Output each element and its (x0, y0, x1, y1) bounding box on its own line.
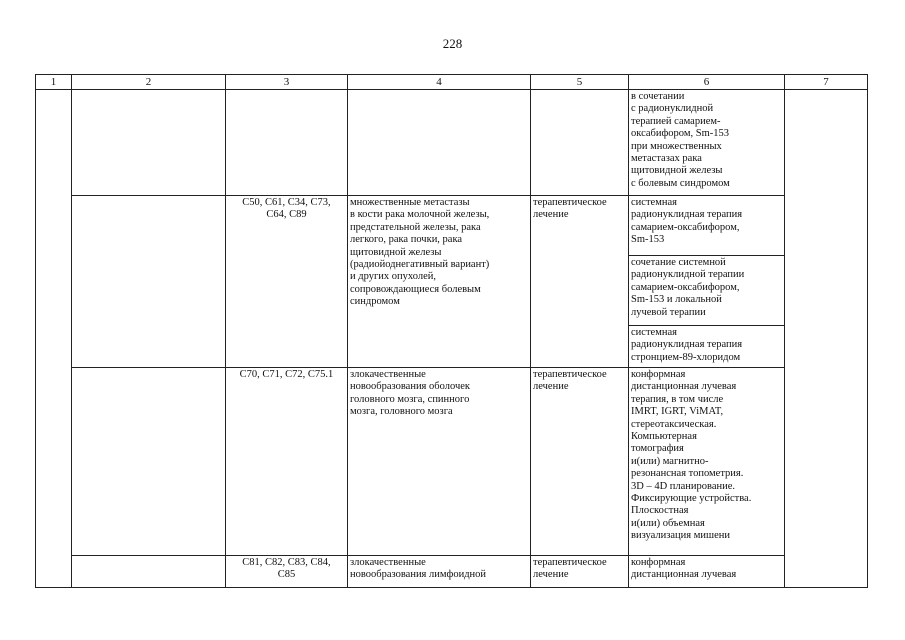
cell-condition: злокачественные новообразования оболочек головного мозга, спинного мозга, головного мозга (348, 368, 531, 556)
column-header-6: 6 (629, 75, 785, 90)
cell-condition: множественные метастазы в кости рака молочной железы, предстательной железы, рака легкого, рака почки, рака щитовидной железы (радиойоднегативный вариант) и других опухолей, сопровождающиеся болевым синдромом (348, 196, 531, 368)
page-number: 228 (442, 36, 463, 51)
column-header-5: 5 (531, 75, 629, 90)
cell-method: сочетание системной радионуклидной терапии самарием-оксабифором, Sm-153 и локальной лучевой терапии (629, 256, 785, 326)
cell-col1 (36, 90, 72, 588)
medical-care-table (35, 74, 868, 588)
cell-method: в сочетании с радионуклидной терапией самарием- оксабифором, Sm-153 при множественных метастазах рака щитовидной железы с болевым синдромом (629, 90, 785, 196)
cell-col2 (72, 196, 226, 368)
cell-col2 (72, 368, 226, 556)
table-row (36, 556, 868, 588)
cell-condition: злокачественные новообразования лимфоидной (348, 556, 531, 588)
cell-treatment-type: терапевтическое лечение (531, 556, 629, 588)
table-row (36, 90, 868, 196)
cell-treatment-type: терапевтическое лечение (531, 196, 629, 368)
cell-method: конформная дистанционная лучевая терапия, в том числе IMRT, IGRT, ViMAT, стереотаксическая. Компьютерная томография и(или) магнитно- резонансная топометрия. 3D – 4D планирование. Фиксирующие устройства. Плоскостная и(или) объемная визуализация мишени (629, 368, 785, 556)
cell-codes (226, 90, 348, 196)
column-number-row (36, 75, 868, 90)
column-header-1: 1 (36, 75, 72, 90)
cell-method: конформная дистанционная лучевая (629, 556, 785, 588)
cell-col7 (785, 90, 868, 588)
cell-codes: C81, C82, C83, C84, C85 (226, 556, 348, 588)
table-row (36, 196, 868, 256)
cell-codes: C50, C61, C34, C73, C64, C89 (226, 196, 348, 368)
cell-treatment-type: терапевтическое лечение (531, 368, 629, 556)
column-header-7: 7 (785, 75, 868, 90)
column-header-3: 3 (226, 75, 348, 90)
table-row (36, 368, 868, 556)
column-header-2: 2 (72, 75, 226, 90)
cell-treatment-type (531, 90, 629, 196)
cell-condition (348, 90, 531, 196)
cell-col2 (72, 90, 226, 196)
column-header-4: 4 (348, 75, 531, 90)
cell-method: системная радионуклидная терапия самарием-оксабифором, Sm-153 (629, 196, 785, 256)
cell-codes: C70, C71, C72, C75.1 (226, 368, 348, 556)
cell-col2 (72, 556, 226, 588)
cell-method: системная радионуклидная терапия стронцием-89-хлоридом (629, 326, 785, 368)
